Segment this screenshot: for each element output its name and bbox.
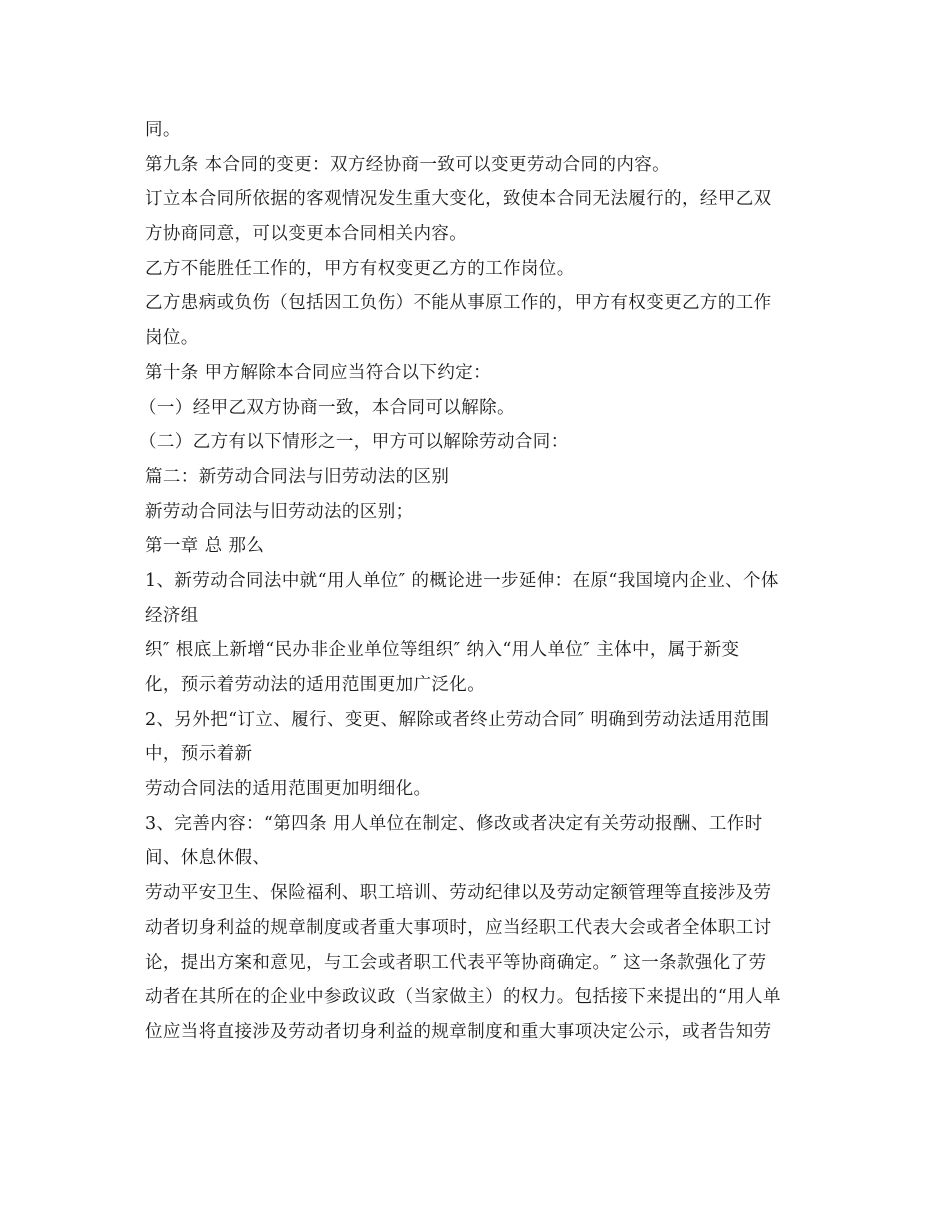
text-line: 动者在其所在的企业中参政议政（当家做主）的权力。包括接下来提出的“用人单: [145, 987, 781, 1008]
text-line: 间、休息休假、: [145, 848, 271, 869]
section-heading-article-9: 第九条 本合同的变更：双方经协商一致可以变更劳动合同的内容。: [145, 154, 671, 175]
text-line: 劳动合同法的适用范围更加明细化。: [145, 779, 432, 800]
section-heading-article-10: 第十条 甲方解除本合同应当符合以下约定：: [145, 362, 492, 383]
text-line: 2、另外把“订立、履行、变更、解除或者终止劳动合同″ 明确到劳动法适用范围: [145, 709, 770, 730]
list-item: （一）经甲乙双方协商一致，本合同可以解除。: [139, 397, 515, 418]
document-body: [139, 113, 815, 1050]
text-line: 中，预示着新: [145, 744, 253, 765]
text-line: 织″ 根底上新增“民办非企业单位等组织″ 纳入“用人单位″ 主体中，属于新变: [145, 640, 740, 661]
text-line: 论，提出方案和意见，与工会或者职工代表平等协商确定。″ 这一条款强化了劳: [145, 952, 767, 973]
section-heading-part-2: 篇二：新劳动合同法与旧劳动法的区别: [145, 466, 450, 487]
text-line: 岗位。: [145, 328, 199, 349]
text-line: 新劳动合同法与旧劳动法的区别；: [145, 501, 414, 522]
chapter-heading: 第一章 总 那么: [145, 536, 265, 557]
text-line: 乙方患病或负伤（包括因工负伤）不能从事原工作的，甲方有权变更乙方的工作: [145, 293, 772, 314]
text-line: 方协商同意，可以变更本合同相关内容。: [145, 224, 468, 245]
text-line: 劳动平安卫生、保险福利、职工培训、劳动纪律以及劳动定额管理等直接涉及劳: [145, 883, 772, 904]
text-line: 订立本合同所依据的客观情况发生重大变化，致使本合同无法履行的，经甲乙双: [145, 189, 772, 210]
text-line: 位应当将直接涉及劳动者切身利益的规章制度和重大事项决定公示，或者告知劳: [145, 1021, 772, 1042]
text-line: 1、新劳动合同法中就“用人单位″ 的概论进一步延伸：在原“我国境内企业、个体: [145, 570, 779, 591]
text-line: 乙方不能胜任工作的，甲方有权变更乙方的工作岗位。: [145, 258, 575, 279]
text-line: 经济组: [145, 605, 199, 626]
text-line: 同。: [145, 120, 181, 140]
text-line: 化，预示着劳动法的适用范围更加广泛化。: [145, 675, 486, 695]
text-line: 动者切身利益的规章制度或者重大事项时，应当经职工代表大会或者全体职工讨: [145, 917, 772, 938]
text-line: 3、完善内容：“第四条 用人单位在制定、修改或者决定有关劳动报酬、工作时: [145, 813, 763, 834]
list-item: （二）乙方有以下情形之一，甲方可以解除劳动合同：: [139, 432, 569, 453]
